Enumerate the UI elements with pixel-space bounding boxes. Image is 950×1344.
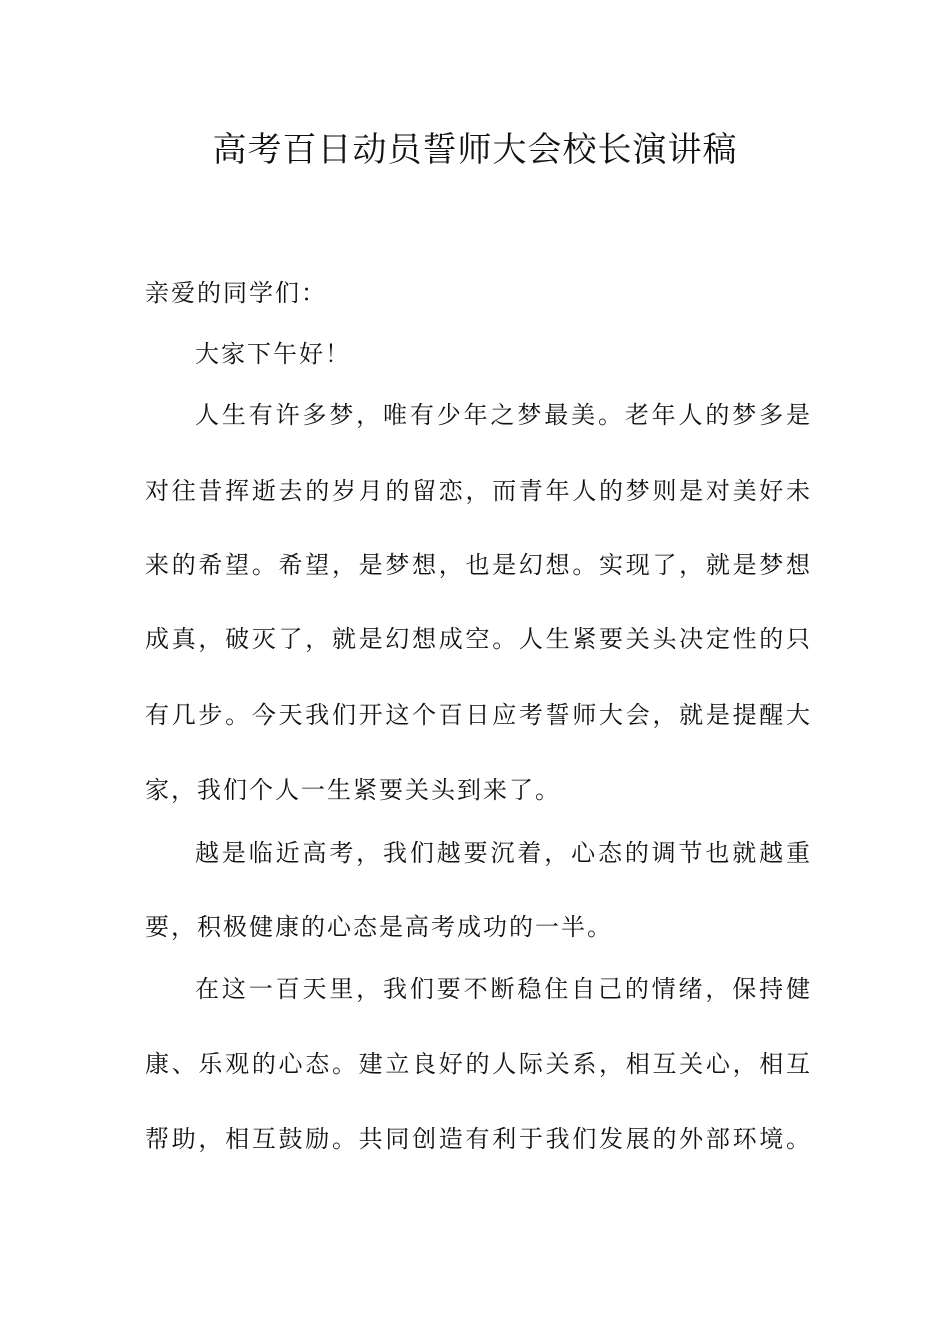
paragraph-line: 帮助，相互鼓励。共同创造有利于我们发展的外部环境。 bbox=[145, 1125, 810, 1153]
paragraph-line: 家，我们个人一生紧要关头到来了。 bbox=[145, 776, 561, 804]
paragraph-line: 有几步。今天我们开这个百日应考誓师大会，就是提醒大 bbox=[145, 701, 810, 729]
paragraph-line: 在这一百天里，我们要不断稳住自己的情绪，保持健 bbox=[195, 975, 810, 1003]
paragraph-line: 人生有许多梦，唯有少年之梦最美。老年人的梦多是 bbox=[195, 401, 810, 429]
paragraph-line: 康、乐观的心态。建立良好的人际关系，相互关心，相互 bbox=[145, 1050, 810, 1078]
paragraph-line: 越是临近高考，我们越要沉着，心态的调节也就越重 bbox=[195, 839, 810, 867]
paragraph-line: 要，积极健康的心态是高考成功的一半。 bbox=[145, 913, 613, 941]
paragraph-line: 成真，破灭了，就是幻想成空。人生紧要关头决定性的只 bbox=[145, 625, 810, 653]
document-title: 高考百日动员誓师大会校长演讲稿 bbox=[212, 130, 738, 170]
paragraph-line: 来的希望。希望，是梦想，也是幻想。实现了，就是梦想 bbox=[145, 551, 810, 579]
greeting: 大家下午好！ bbox=[195, 340, 351, 368]
paragraph-line: 对往昔挥逝去的岁月的留恋，而青年人的梦则是对美好未 bbox=[145, 477, 810, 505]
salutation: 亲爱的同学们： bbox=[145, 279, 327, 307]
